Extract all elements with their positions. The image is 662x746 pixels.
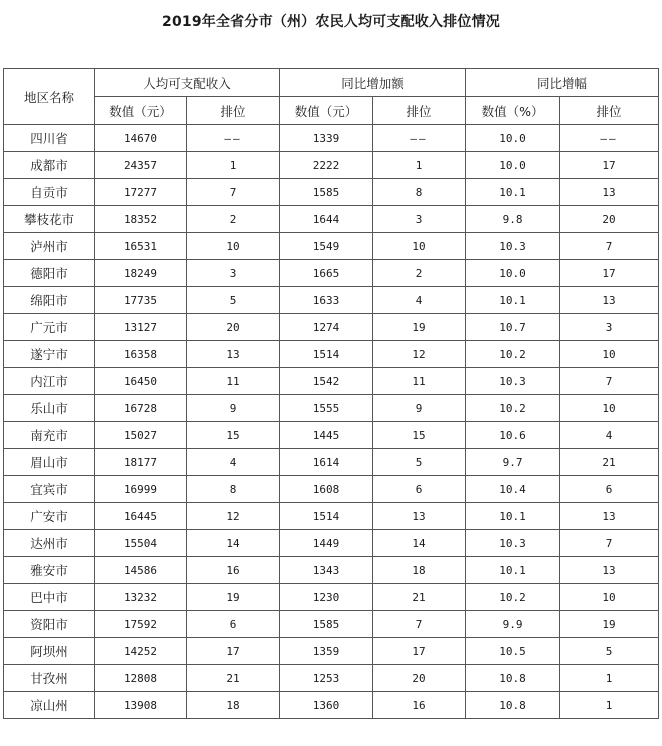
amount-rank-cell: 9 bbox=[373, 395, 466, 422]
income-rank-cell: 17 bbox=[187, 638, 280, 665]
rate-value-cell: 10.5 bbox=[466, 638, 560, 665]
table-row bbox=[4, 476, 659, 503]
amount-value-cell: 1549 bbox=[280, 233, 373, 260]
income-value-cell: 14670 bbox=[95, 125, 187, 152]
region-cell: 阿坝州 bbox=[4, 638, 95, 665]
income-value-cell: 18249 bbox=[95, 260, 187, 287]
amount-rank-cell: 5 bbox=[373, 449, 466, 476]
income-rank-cell: 13 bbox=[187, 341, 280, 368]
rate-rank-cell: 13 bbox=[560, 287, 659, 314]
rate-rank-cell: 10 bbox=[560, 584, 659, 611]
amount-rank-cell: 19 bbox=[373, 314, 466, 341]
table-row bbox=[4, 638, 659, 665]
amount-rank-cell: 21 bbox=[373, 584, 466, 611]
region-cell: 巴中市 bbox=[4, 584, 95, 611]
rate-value-cell: 10.1 bbox=[466, 179, 560, 206]
income-value-cell: 13908 bbox=[95, 692, 187, 719]
rate-value-cell: 10.0 bbox=[466, 260, 560, 287]
region-cell: 四川省 bbox=[4, 125, 95, 152]
rate-value-cell: 10.7 bbox=[466, 314, 560, 341]
amount-rank-cell: 15 bbox=[373, 422, 466, 449]
region-cell: 广安市 bbox=[4, 503, 95, 530]
income-value-cell: 24357 bbox=[95, 152, 187, 179]
amount-rank-cell: 4 bbox=[373, 287, 466, 314]
table-row bbox=[4, 152, 659, 179]
income-value-cell: 16531 bbox=[95, 233, 187, 260]
region-cell: 泸州市 bbox=[4, 233, 95, 260]
table-row bbox=[4, 530, 659, 557]
income-rank-cell: 12 bbox=[187, 503, 280, 530]
table-row bbox=[4, 233, 659, 260]
region-cell: 雅安市 bbox=[4, 557, 95, 584]
income-rank-cell: 7 bbox=[187, 179, 280, 206]
amount-rank-cell: 8 bbox=[373, 179, 466, 206]
table-row bbox=[4, 395, 659, 422]
amount-value-cell: 1339 bbox=[280, 125, 373, 152]
income-rank-cell: 20 bbox=[187, 314, 280, 341]
amount-value-cell: 2222 bbox=[280, 152, 373, 179]
income-value-cell: 16728 bbox=[95, 395, 187, 422]
header-amount-value: 数值（元） bbox=[280, 97, 373, 125]
rate-rank-cell: 10 bbox=[560, 341, 659, 368]
table-body bbox=[4, 125, 659, 719]
rate-rank-cell: 17 bbox=[560, 260, 659, 287]
income-rank-cell: 5 bbox=[187, 287, 280, 314]
region-cell: 德阳市 bbox=[4, 260, 95, 287]
rate-rank-cell: 19 bbox=[560, 611, 659, 638]
table-row bbox=[4, 692, 659, 719]
income-rank-cell: 2 bbox=[187, 206, 280, 233]
rate-value-cell: 10.1 bbox=[466, 557, 560, 584]
income-rank-cell: 11 bbox=[187, 368, 280, 395]
rate-value-cell: 9.9 bbox=[466, 611, 560, 638]
table-row bbox=[4, 611, 659, 638]
income-value-cell: 16999 bbox=[95, 476, 187, 503]
table-row bbox=[4, 665, 659, 692]
header-rate-rank: 排位 bbox=[560, 97, 659, 125]
header-income-rank: 排位 bbox=[187, 97, 280, 125]
region-cell: 遂宁市 bbox=[4, 341, 95, 368]
table-row bbox=[4, 206, 659, 233]
header-income-value: 数值（元） bbox=[95, 97, 187, 125]
amount-value-cell: 1608 bbox=[280, 476, 373, 503]
rate-rank-cell: 13 bbox=[560, 557, 659, 584]
rate-rank-cell: 7 bbox=[560, 233, 659, 260]
amount-rank-cell: 11 bbox=[373, 368, 466, 395]
rate-rank-cell: 13 bbox=[560, 179, 659, 206]
rate-value-cell: 10.0 bbox=[466, 125, 560, 152]
table-row bbox=[4, 260, 659, 287]
income-rank-cell: 1 bbox=[187, 152, 280, 179]
amount-rank-cell: 6 bbox=[373, 476, 466, 503]
amount-rank-cell: 12 bbox=[373, 341, 466, 368]
rate-value-cell: 10.6 bbox=[466, 422, 560, 449]
table-row bbox=[4, 125, 659, 152]
region-cell: 南充市 bbox=[4, 422, 95, 449]
header-group-increase-amount: 同比增加额 bbox=[280, 69, 466, 97]
header-rate-value: 数值（%） bbox=[466, 97, 560, 125]
amount-rank-cell: 18 bbox=[373, 557, 466, 584]
income-rank-cell: 10 bbox=[187, 233, 280, 260]
amount-rank-cell: 14 bbox=[373, 530, 466, 557]
rate-rank-cell: 20 bbox=[560, 206, 659, 233]
amount-value-cell: 1230 bbox=[280, 584, 373, 611]
amount-value-cell: 1614 bbox=[280, 449, 373, 476]
amount-rank-cell: 10 bbox=[373, 233, 466, 260]
region-cell: 广元市 bbox=[4, 314, 95, 341]
rate-rank-cell: 3 bbox=[560, 314, 659, 341]
amount-value-cell: 1449 bbox=[280, 530, 373, 557]
region-cell: 攀枝花市 bbox=[4, 206, 95, 233]
income-rank-cell: 8 bbox=[187, 476, 280, 503]
rate-value-cell: 10.3 bbox=[466, 368, 560, 395]
income-value-cell: 17592 bbox=[95, 611, 187, 638]
table-row bbox=[4, 503, 659, 530]
rate-value-cell: 10.4 bbox=[466, 476, 560, 503]
page-title: 2019年全省分市（州）农民人均可支配收入排位情况 bbox=[162, 14, 500, 30]
region-cell: 甘孜州 bbox=[4, 665, 95, 692]
amount-rank-cell: 20 bbox=[373, 665, 466, 692]
income-value-cell: 13232 bbox=[95, 584, 187, 611]
rate-value-cell: 10.1 bbox=[466, 287, 560, 314]
income-rank-cell: 9 bbox=[187, 395, 280, 422]
amount-value-cell: 1555 bbox=[280, 395, 373, 422]
income-rank-cell: 3 bbox=[187, 260, 280, 287]
header-row-groups bbox=[4, 69, 659, 97]
region-cell: 内江市 bbox=[4, 368, 95, 395]
region-cell: 眉山市 bbox=[4, 449, 95, 476]
rate-rank-cell: 4 bbox=[560, 422, 659, 449]
region-cell: 宜宾市 bbox=[4, 476, 95, 503]
rate-rank-cell: 1 bbox=[560, 665, 659, 692]
income-value-cell: 16358 bbox=[95, 341, 187, 368]
income-value-cell: 14586 bbox=[95, 557, 187, 584]
income-value-cell: 13127 bbox=[95, 314, 187, 341]
amount-value-cell: 1585 bbox=[280, 179, 373, 206]
rate-value-cell: 10.8 bbox=[466, 692, 560, 719]
income-rank-cell: 6 bbox=[187, 611, 280, 638]
amount-value-cell: 1514 bbox=[280, 341, 373, 368]
amount-value-cell: 1359 bbox=[280, 638, 373, 665]
income-value-cell: 15027 bbox=[95, 422, 187, 449]
header-group-income: 人均可支配收入 bbox=[95, 69, 280, 97]
rate-rank-cell: 17 bbox=[560, 152, 659, 179]
table-row bbox=[4, 314, 659, 341]
ranking-table bbox=[3, 68, 659, 719]
amount-value-cell: 1644 bbox=[280, 206, 373, 233]
income-value-cell: 18177 bbox=[95, 449, 187, 476]
region-cell: 成都市 bbox=[4, 152, 95, 179]
amount-rank-cell: 3 bbox=[373, 206, 466, 233]
rate-rank-cell: 10 bbox=[560, 395, 659, 422]
income-value-cell: 17277 bbox=[95, 179, 187, 206]
amount-rank-cell: 7 bbox=[373, 611, 466, 638]
rate-value-cell: 10.8 bbox=[466, 665, 560, 692]
amount-value-cell: 1253 bbox=[280, 665, 373, 692]
header-row-sub bbox=[4, 97, 659, 125]
region-cell: 资阳市 bbox=[4, 611, 95, 638]
rate-rank-cell: 6 bbox=[560, 476, 659, 503]
rate-value-cell: 10.2 bbox=[466, 584, 560, 611]
rate-value-cell: 10.2 bbox=[466, 341, 560, 368]
amount-rank-cell: 13 bbox=[373, 503, 466, 530]
rate-value-cell: 10.1 bbox=[466, 503, 560, 530]
region-cell: 达州市 bbox=[4, 530, 95, 557]
rate-value-cell: 9.7 bbox=[466, 449, 560, 476]
income-rank-cell: 15 bbox=[187, 422, 280, 449]
table-row bbox=[4, 422, 659, 449]
amount-rank-cell: —— bbox=[373, 125, 466, 152]
amount-rank-cell: 2 bbox=[373, 260, 466, 287]
amount-rank-cell: 16 bbox=[373, 692, 466, 719]
table-row bbox=[4, 341, 659, 368]
header-amount-rank: 排位 bbox=[373, 97, 466, 125]
region-cell: 乐山市 bbox=[4, 395, 95, 422]
rate-rank-cell: 1 bbox=[560, 692, 659, 719]
income-value-cell: 15504 bbox=[95, 530, 187, 557]
table-row bbox=[4, 584, 659, 611]
region-cell: 凉山州 bbox=[4, 692, 95, 719]
amount-value-cell: 1445 bbox=[280, 422, 373, 449]
income-value-cell: 14252 bbox=[95, 638, 187, 665]
amount-rank-cell: 1 bbox=[373, 152, 466, 179]
rate-rank-cell: 13 bbox=[560, 503, 659, 530]
income-rank-cell: —— bbox=[187, 125, 280, 152]
amount-value-cell: 1360 bbox=[280, 692, 373, 719]
income-value-cell: 18352 bbox=[95, 206, 187, 233]
income-rank-cell: 18 bbox=[187, 692, 280, 719]
header-group-increase-rate: 同比增幅 bbox=[466, 69, 659, 97]
income-value-cell: 16450 bbox=[95, 368, 187, 395]
region-cell: 绵阳市 bbox=[4, 287, 95, 314]
income-value-cell: 16445 bbox=[95, 503, 187, 530]
table-row bbox=[4, 368, 659, 395]
income-value-cell: 12808 bbox=[95, 665, 187, 692]
table-row bbox=[4, 449, 659, 476]
rate-value-cell: 10.2 bbox=[466, 395, 560, 422]
income-value-cell: 17735 bbox=[95, 287, 187, 314]
income-rank-cell: 19 bbox=[187, 584, 280, 611]
income-rank-cell: 14 bbox=[187, 530, 280, 557]
header-region: 地区名称 bbox=[4, 69, 95, 125]
region-cell: 自贡市 bbox=[4, 179, 95, 206]
amount-value-cell: 1542 bbox=[280, 368, 373, 395]
amount-value-cell: 1585 bbox=[280, 611, 373, 638]
amount-value-cell: 1665 bbox=[280, 260, 373, 287]
amount-rank-cell: 17 bbox=[373, 638, 466, 665]
table-header bbox=[4, 69, 659, 125]
table-row bbox=[4, 557, 659, 584]
rate-value-cell: 10.3 bbox=[466, 530, 560, 557]
amount-value-cell: 1514 bbox=[280, 503, 373, 530]
rate-rank-cell: 5 bbox=[560, 638, 659, 665]
rate-rank-cell: 7 bbox=[560, 368, 659, 395]
income-rank-cell: 16 bbox=[187, 557, 280, 584]
income-rank-cell: 21 bbox=[187, 665, 280, 692]
rate-rank-cell: —— bbox=[560, 125, 659, 152]
rate-value-cell: 9.8 bbox=[466, 206, 560, 233]
amount-value-cell: 1343 bbox=[280, 557, 373, 584]
rate-value-cell: 10.0 bbox=[466, 152, 560, 179]
amount-value-cell: 1633 bbox=[280, 287, 373, 314]
income-rank-cell: 4 bbox=[187, 449, 280, 476]
table-row bbox=[4, 179, 659, 206]
rate-rank-cell: 21 bbox=[560, 449, 659, 476]
amount-value-cell: 1274 bbox=[280, 314, 373, 341]
rate-rank-cell: 7 bbox=[560, 530, 659, 557]
table-row bbox=[4, 287, 659, 314]
rate-value-cell: 10.3 bbox=[466, 233, 560, 260]
